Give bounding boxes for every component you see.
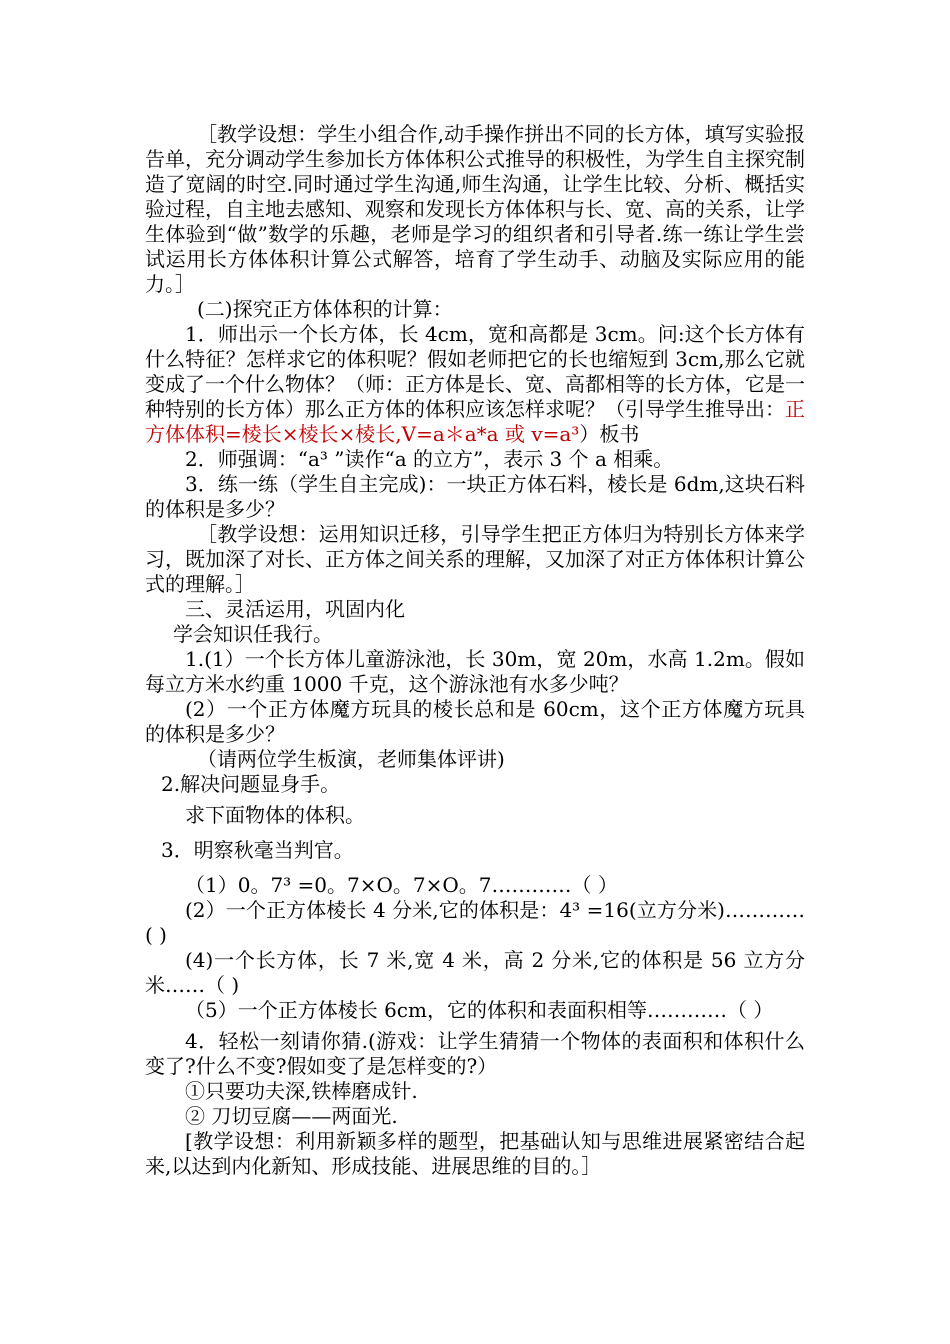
teaching-design-note-3: [教学设想：利用新颖多样的题型，把基础认知与思维进展紧密结合起来,以达到内化新知、形成技能、进展思维的目的。］	[145, 1129, 805, 1178]
section-heading-cube-volume: (二)探究正方体体积的计算：	[197, 297, 453, 321]
heading-solve-problems: 2.解决问题显身手。	[161, 772, 341, 796]
exercise-rubiks-cube: (2）一个正方体魔方玩具的棱长总和是 60cm，这个正方体魔方玩具的体积是多少？	[145, 697, 805, 746]
judge-item-1: （1）0。7³ =0。7×O。7×O。7…………（ ）	[185, 873, 618, 897]
teaching-design-note-2: ［教学设想：运用知识迁移，引导学生把正方体归为特别长方体来学习，既加深了对长、正方体之间关系的理解，又加深了对正方体体积计算公式的理解。］	[145, 522, 805, 596]
heading-judge: 3．明察秋毫当判官。	[161, 838, 354, 862]
proverb-2: ② 刀切豆腐——两面光.	[185, 1104, 398, 1128]
paragraph-cube-derivation-text: 1．师出示一个长方体，长 4cm，宽和高都是 3cm。问:这个长方体有什么特征？怎样求它的体积呢？假如老师把它的长也缩短到 3cm,那么它就变成了一个什么物体？（师：正方体是长、宽、高都相等的长方体，它是一种特别的长方体）那么正方体的体积应该怎样求呢？（引导学生推导出：	[145, 322, 805, 421]
section-heading-application: 三、灵活运用，巩固内化	[185, 597, 405, 621]
paragraph-cube-derivation-tail: ）板书	[579, 422, 640, 446]
cube-volume-formula: 正方体体积=棱长×棱长×棱长,V=a＊a*a 或 v=a³	[145, 397, 805, 446]
judge-item-5: （5）一个正方体棱长 6cm，它的体积和表面积相等…………（ ）	[185, 998, 774, 1022]
judge-item-2: (2）一个正方体棱长 4 分米,它的体积是：4³ =16(立方分米)…………( )	[145, 898, 805, 947]
document-page	[145, 122, 805, 1179]
game-guess: 4．轻松一刻请你猜.(游戏：让学生猜猜一个物体的表面积和体积什么变了?什么不变?假如变了是怎样变的?）	[145, 1029, 805, 1078]
proverb-1: ①只要功夫深,铁棒磨成针.	[185, 1079, 418, 1103]
paragraph-learn-knowledge: 学会知识任我行。	[173, 622, 333, 646]
teaching-design-note-1: ［教学设想：学生小组合作,动手操作拼出不同的长方体，填写实验报告单，充分调动学生参加长方体体积公式推导的积极性，为学生自主探究制造了宽阔的时空.同时通过学生沟通,师生沟通，让学生比较、分析、概括实验过程，自主地去感知、观察和发现长方体体积与长、宽、高的关系，让学生体验到“做”数学的乐趣，老师是学习的组织者和引导者.练一练让学生尝试运用长方体体积计算公式解答，培育了学生动手、动脑及实际应用的能力。］	[145, 122, 805, 296]
exercise-pool: 1.(1）一个长方体儿童游泳池，长 30m，宽 20m，水高 1.2m。假如每立方米水约重 1000 千克，这个游泳池有水多少吨？	[145, 647, 805, 696]
instruction-find-volume: 求下面物体的体积。	[185, 803, 365, 827]
judge-item-4: (4)一个长方体，长 7 米,宽 4 米，高 2 分米,它的体积是 56 立方分米……（ )	[145, 948, 805, 997]
paragraph-practice: 3．练一练（学生自主完成)：一块正方体石料，棱长是 6dm,这块石料的体积是多少？	[145, 472, 805, 521]
note-board-demo: （请两位学生板演，老师集体评讲)	[197, 747, 505, 771]
paragraph-cube-notation: 2．师强调：“a³ ”读作“a 的立方”，表示 3 个 a 相乘。	[185, 447, 674, 471]
paragraph-cube-derivation	[145, 322, 805, 447]
